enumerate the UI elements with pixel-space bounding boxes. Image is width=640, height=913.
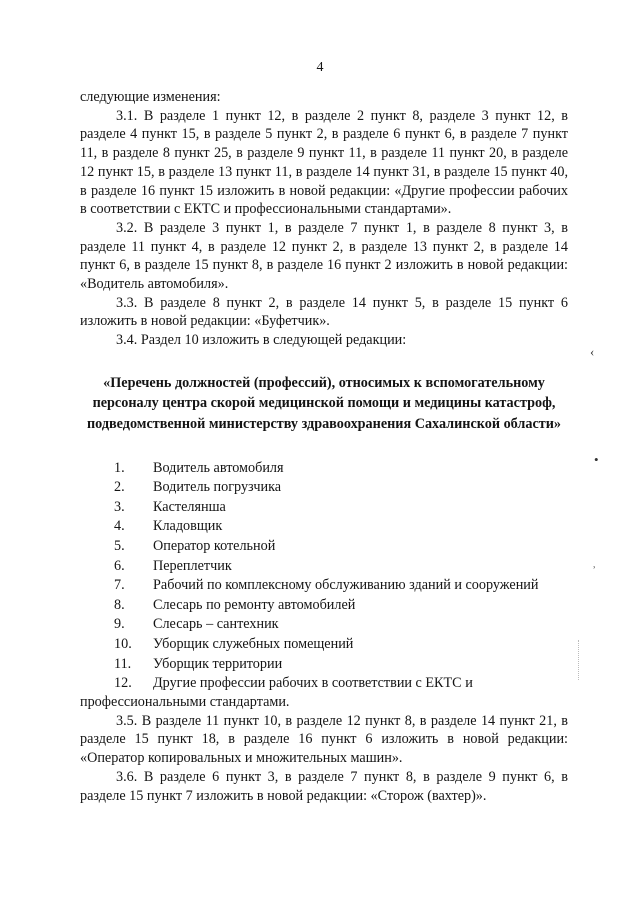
list-heading: «Перечень должностей (профессий), относимых к вспомогательному персоналу центра скорой медицинской помощи и медицины катастроф, подведомственной министерству здравоохранения Сахалинской области»	[86, 374, 561, 433]
list-item-number: 7.	[114, 577, 125, 594]
paragraph-3-2: 3.2. В разделе 3 пункт 1, в разделе 7 пункт 1, в разделе 8 пункт 3, в разделе 11 пункт 4, в разделе 12 пункт 2, в разделе 13 пункт 2, в разделе 14 пункт 6, в разделе 15 пункт 8, в разделе 16 пункт 2 изложить в новой редакции: «Водитель автомобиля».	[80, 219, 568, 293]
page-number: 4	[316, 60, 324, 75]
list-item-number: 2.	[114, 479, 125, 496]
professions-list	[80, 459, 568, 675]
list-item	[80, 596, 568, 616]
list-item-text: Водитель автомобиля	[153, 459, 284, 476]
list-item-number: 1.	[114, 459, 125, 476]
list-item-number: 4.	[114, 518, 125, 535]
list-item-12-continuation: профессиональными стандартами.	[80, 693, 290, 710]
list-item-12	[80, 674, 568, 693]
list-item-text: Другие профессии рабочих в соответствии с ЕКТС и	[153, 675, 473, 692]
list-item	[80, 655, 568, 675]
list-item	[80, 498, 568, 518]
list-item-text: Уборщик служебных помещений	[153, 635, 354, 652]
paragraph-3-5: 3.5. В разделе 11 пункт 10, в разделе 12 пункт 8, в разделе 14 пункт 21, в разделе 15 пункт 18, в разделе 16 пункт 6 изложить в новой редакции: «Оператор копировальных и множительных машин».	[80, 712, 568, 767]
paragraph-3-1: 3.1. В разделе 1 пункт 12, в разделе 2 пункт 8, разделе 3 пункт 12, в разделе 4 пункт 15, в разделе 5 пункт 2, в разделе 6 пункт 6, в разделе 7 пункт 11, в разделе 8 пункт 25, в разделе 9 пункт 11, в разделе 11 пункт 20, в разделе 12 пункт 15, в разделе 13 пункт 11, в разделе 14 пункт 31, в разделе 15 пункт 40, в разделе 16 пункт 15 изложить в новой редакции: «Другие профессии рабочих в соответствии с ЕКТС и профессиональными стандартами».	[80, 107, 568, 218]
list-item-number: 5.	[114, 538, 125, 554]
margin-scan-mark: ‹	[590, 344, 595, 359]
list-item-text: Оператор котельной	[153, 538, 276, 554]
list-item	[80, 537, 568, 557]
intro-line: следующие изменения:	[80, 89, 221, 105]
list-item-number: 11.	[114, 655, 132, 672]
list-item	[80, 517, 568, 537]
list-item	[80, 478, 568, 498]
list-item-text: Слесарь – сантехник	[153, 616, 279, 633]
list-item-text: Уборщик территории	[153, 655, 283, 672]
paragraph-3-6: 3.6. В разделе 6 пункт 3, в разделе 7 пункт 8, в разделе 9 пункт 6, в разделе 15 пункт 7 изложить в новой редакции: «Сторож (вахтер)».	[80, 768, 568, 804]
margin-scan-mark: ʾ	[592, 563, 597, 578]
paragraph-3-4: 3.4. Раздел 10 изложить в следующей редакции:	[116, 332, 407, 349]
list-item-number: 9.	[114, 616, 125, 633]
list-item-number: 8.	[114, 596, 125, 613]
document-body	[80, 88, 568, 805]
margin-scan-mark: •	[594, 452, 599, 467]
list-item-text: Рабочий по комплексному обслуживанию зданий и сооружений	[153, 577, 539, 594]
list-item-text: Водитель погрузчика	[153, 479, 282, 496]
list-item	[80, 459, 568, 479]
paragraph-3-3: 3.3. В разделе 8 пункт 2, в разделе 14 пункт 5, в разделе 15 пункт 6 изложить в новой редакции: «Буфетчик».	[80, 294, 568, 330]
list-item	[80, 615, 568, 635]
list-item-number: 12.	[114, 675, 132, 692]
list-item-number: 3.	[114, 498, 125, 515]
list-item-text: Переплетчик	[153, 557, 232, 574]
list-item-text: Слесарь по ремонту автомобилей	[153, 596, 356, 613]
list-item	[80, 576, 568, 596]
list-item-text: Кладовщик	[153, 518, 223, 535]
list-item	[80, 557, 568, 577]
list-item-number: 10.	[114, 635, 132, 652]
list-item	[80, 635, 568, 655]
list-item-text: Кастелянша	[153, 498, 226, 515]
list-item-number: 6.	[114, 557, 125, 574]
scan-specks	[578, 640, 581, 680]
